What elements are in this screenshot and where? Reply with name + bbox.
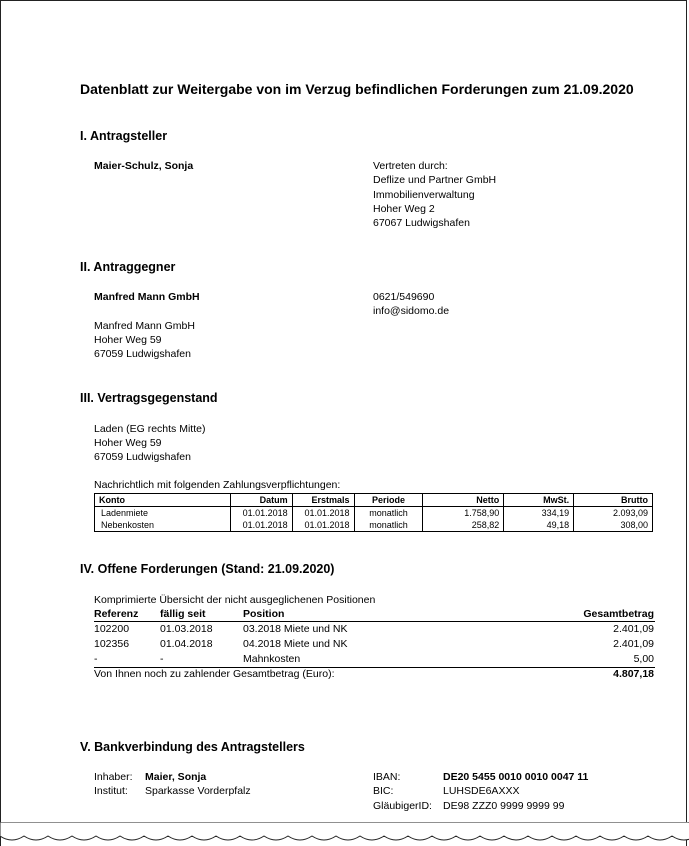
represented-by-label: Vertreten durch: [373,160,448,172]
claims-total-row [94,667,654,682]
owner-value: Maier, Sonja [145,771,207,783]
table-cell: 01.01.2018 [292,507,354,520]
rep-line: Hoher Weg 2 [373,203,435,215]
column-header-position: Position [243,608,285,620]
column-header: Brutto [574,494,653,507]
table-cell: Nebenkosten [95,519,231,532]
rep-line: 67067 Ludwigshafen [373,217,470,229]
table-cell: monatlich [354,519,423,532]
column-header: Erstmals [292,494,354,507]
institute-value: Sparkasse Vorderpfalz [145,785,251,797]
table-cell: 2.093,09 [574,507,653,520]
opponent-email: info@sidomo.de [373,305,450,317]
section-heading-applicant: I. Antragsteller [80,129,168,143]
iban-label: IBAN: [373,771,401,783]
institute-label: Institut: [94,785,128,797]
object-line: 67059 Ludwigshafen [94,451,191,463]
claim-position: Mahnkosten [243,653,301,665]
object-line: Laden (EG rechts Mitte) [94,423,206,435]
creditor-id-label: GläubigerID: [373,800,432,812]
opponent-address-line: 67059 Ludwigshafen [94,348,191,360]
obligations-intro: Nachrichtlich mit folgenden Zahlungsverpflichtungen: [94,479,341,491]
table-cell: 01.01.2018 [292,519,354,532]
table-header-row [95,494,653,507]
table-cell: monatlich [354,507,423,520]
column-header: MwSt. [504,494,574,507]
owner-label: Inhaber: [94,771,133,783]
table-row [94,622,654,637]
claim-due: 01.03.2018 [160,623,213,635]
table-cell: 01.01.2018 [230,507,292,520]
claim-due: - [160,653,164,665]
bic-value: LUHSDE6AXXX [443,785,520,797]
claim-due: 01.04.2018 [160,638,213,650]
bic-label: BIC: [373,785,394,797]
section-heading-bank: V. Bankverbindung des Antragstellers [80,740,305,754]
opponent-address-line: Manfred Mann GmbH [94,320,195,332]
claim-amount: 2.401,09 [613,623,654,635]
table-row [94,652,654,667]
iban-value: DE20 5455 0010 0010 0047 11 [443,771,589,783]
total-value: 4.807,18 [613,668,654,680]
opponent-address-line: Hoher Weg 59 [94,334,162,346]
opponent-name: Manfred Mann GmbH [94,291,200,303]
table-row [95,507,653,520]
rep-line: Deflize und Partner GmbH [373,174,497,186]
torn-edge-decoration [0,822,689,846]
claim-ref: 102356 [94,638,130,650]
claim-ref: - [94,653,98,665]
divider [94,667,655,668]
table-cell: 49,18 [504,519,574,532]
table-cell: 01.01.2018 [230,519,292,532]
claims-intro: Komprimierte Übersicht der nicht ausgeglichenen Positionen [94,594,376,606]
table-row [95,519,653,532]
column-header-due: fällig seit [160,608,206,620]
column-header: Netto [423,494,504,507]
column-header: Periode [354,494,423,507]
claims-header-row [94,607,654,622]
table-cell: 308,00 [574,519,653,532]
opponent-phone: 0621/549690 [373,291,435,303]
section-heading-contract: III. Vertragsgegenstand [80,391,218,405]
table-cell: 1.758,90 [423,507,504,520]
payment-obligations-table [94,493,653,532]
divider [94,621,655,622]
column-header-amount: Gesamtbetrag [583,608,654,620]
claim-amount: 5,00 [633,653,654,665]
total-label: Von Ihnen noch zu zahlender Gesamtbetrag (Euro): [94,668,335,680]
column-header: Datum [230,494,292,507]
applicant-name: Maier-Schulz, Sonja [94,160,194,172]
claim-amount: 2.401,09 [613,638,654,650]
claim-position: 03.2018 Miete und NK [243,623,348,635]
object-line: Hoher Weg 59 [94,437,162,449]
section-heading-opponent: II. Antraggegner [80,260,176,274]
document-title: Datenblatt zur Weitergabe von im Verzug befindlichen Forderungen zum 21.09.2020 [80,81,634,97]
table-cell: 258,82 [423,519,504,532]
rep-line: Immobilienverwaltung [373,189,475,201]
table-cell: 334,19 [504,507,574,520]
creditor-id-value: DE98 ZZZ0 9999 9999 99 [443,800,565,812]
column-header: Konto [95,494,231,507]
claim-position: 04.2018 Miete und NK [243,638,348,650]
table-cell: Ladenmiete [95,507,231,520]
table-row [94,637,654,652]
column-header-ref: Referenz [94,608,139,620]
claims-table [94,607,654,682]
section-heading-claims: IV. Offene Forderungen (Stand: 21.09.2020) [80,562,335,576]
claim-ref: 102200 [94,623,130,635]
